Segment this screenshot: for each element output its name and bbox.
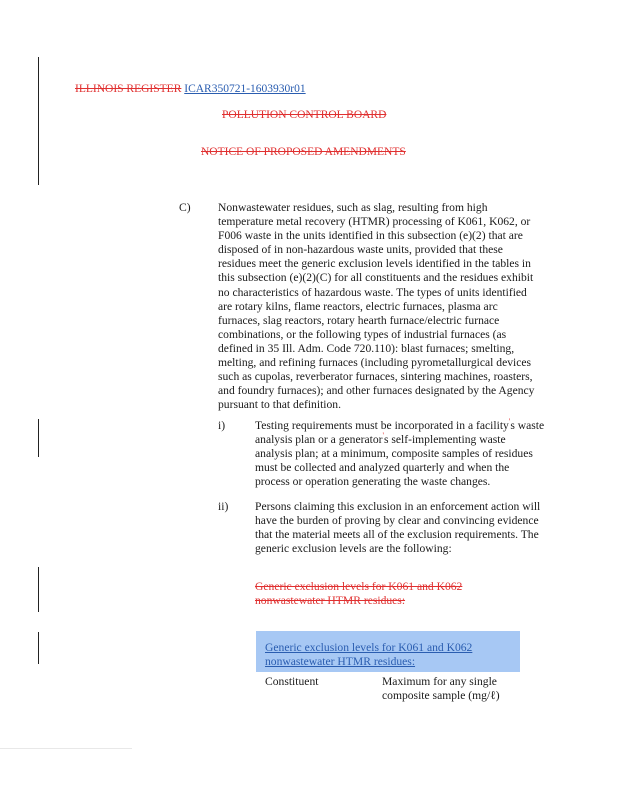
table-header-constituent: Constituent [265,675,319,688]
change-bar [38,57,39,185]
board-title: POLLUTION CONTROL BOARD [222,109,387,121]
change-bar [38,567,39,612]
item-i-text-part2: s waste analysis plan or a generator [255,419,545,447]
item-i-text [255,419,545,489]
item-i-text-part1: Testing requirements must be incorporated in a facility [255,419,509,432]
register-header [75,83,306,96]
change-bar [38,419,39,457]
change-bar [38,632,39,664]
item-ii-text: Persons claiming this exclusion in an enforcement action will have the burden of proving by clear and convincing evidence that the material meets all of the exclusion requirements. The generic exclusion levels are the following: [255,500,541,556]
deleted-table-heading: Generic exclusion levels for K061 and K062 nonwastewater HTMR residues: [255,580,463,608]
footer-rule [0,748,132,749]
table-header-maximum: Maximum for any single composite sample (mg/ℓ) [382,675,500,703]
notice-title: NOTICE OF PROPOSED AMENDMENTS [201,146,406,158]
item-label-ii: ii) [218,500,229,513]
edit-mark: ' [508,417,511,427]
subsection-label-c: C) [179,201,191,214]
edit-mark: ' [382,431,384,441]
subsection-c-text: Nonwastewater residues, such as slag, resulting from high temperature metal recovery (HTMR) processing of K061, K062, or F006 waste in the units identified in this subsection (e)(2) that are disposed of in non-hazardous waste units, provided that these residues meet the generic exclusion levels identified in the tables in this subsection (e)(2)(C) for all constituents and the residues exhibit no characteristics of hazardous waste. The types of units identified are rotary kilns, flame reactors, electric furnaces, plasma arc furnaces, slag reactors, rotary hearth furnace/electric furnace combinations, or the following types of industrial furnaces (as defined in 35 Ill. Adm. Code 720.110): blast furnaces; smelting, melting, and refining furnaces (including pyrometallurgical devices such as cupolas, reverberator furnaces, sintering machines, roasters, and foundry furnaces); and other furnaces designated by the Agency pursuant to that definition. [218,201,535,412]
item-label-i: i) [218,419,226,432]
register-inserted: ICAR350721-1603930r01 [184,83,306,95]
item-i-text-part3: s self-implementing waste analysis plan; at a minimum, composite samples of residues must be collected and analyzed quarterly and when the process or operation generating the waste changes. [255,433,533,489]
inserted-table-heading: Generic exclusion levels for K061 and K062 nonwastewater HTMR residues: [265,641,473,669]
register-deleted: ILLINOIS REGISTER [75,83,182,95]
